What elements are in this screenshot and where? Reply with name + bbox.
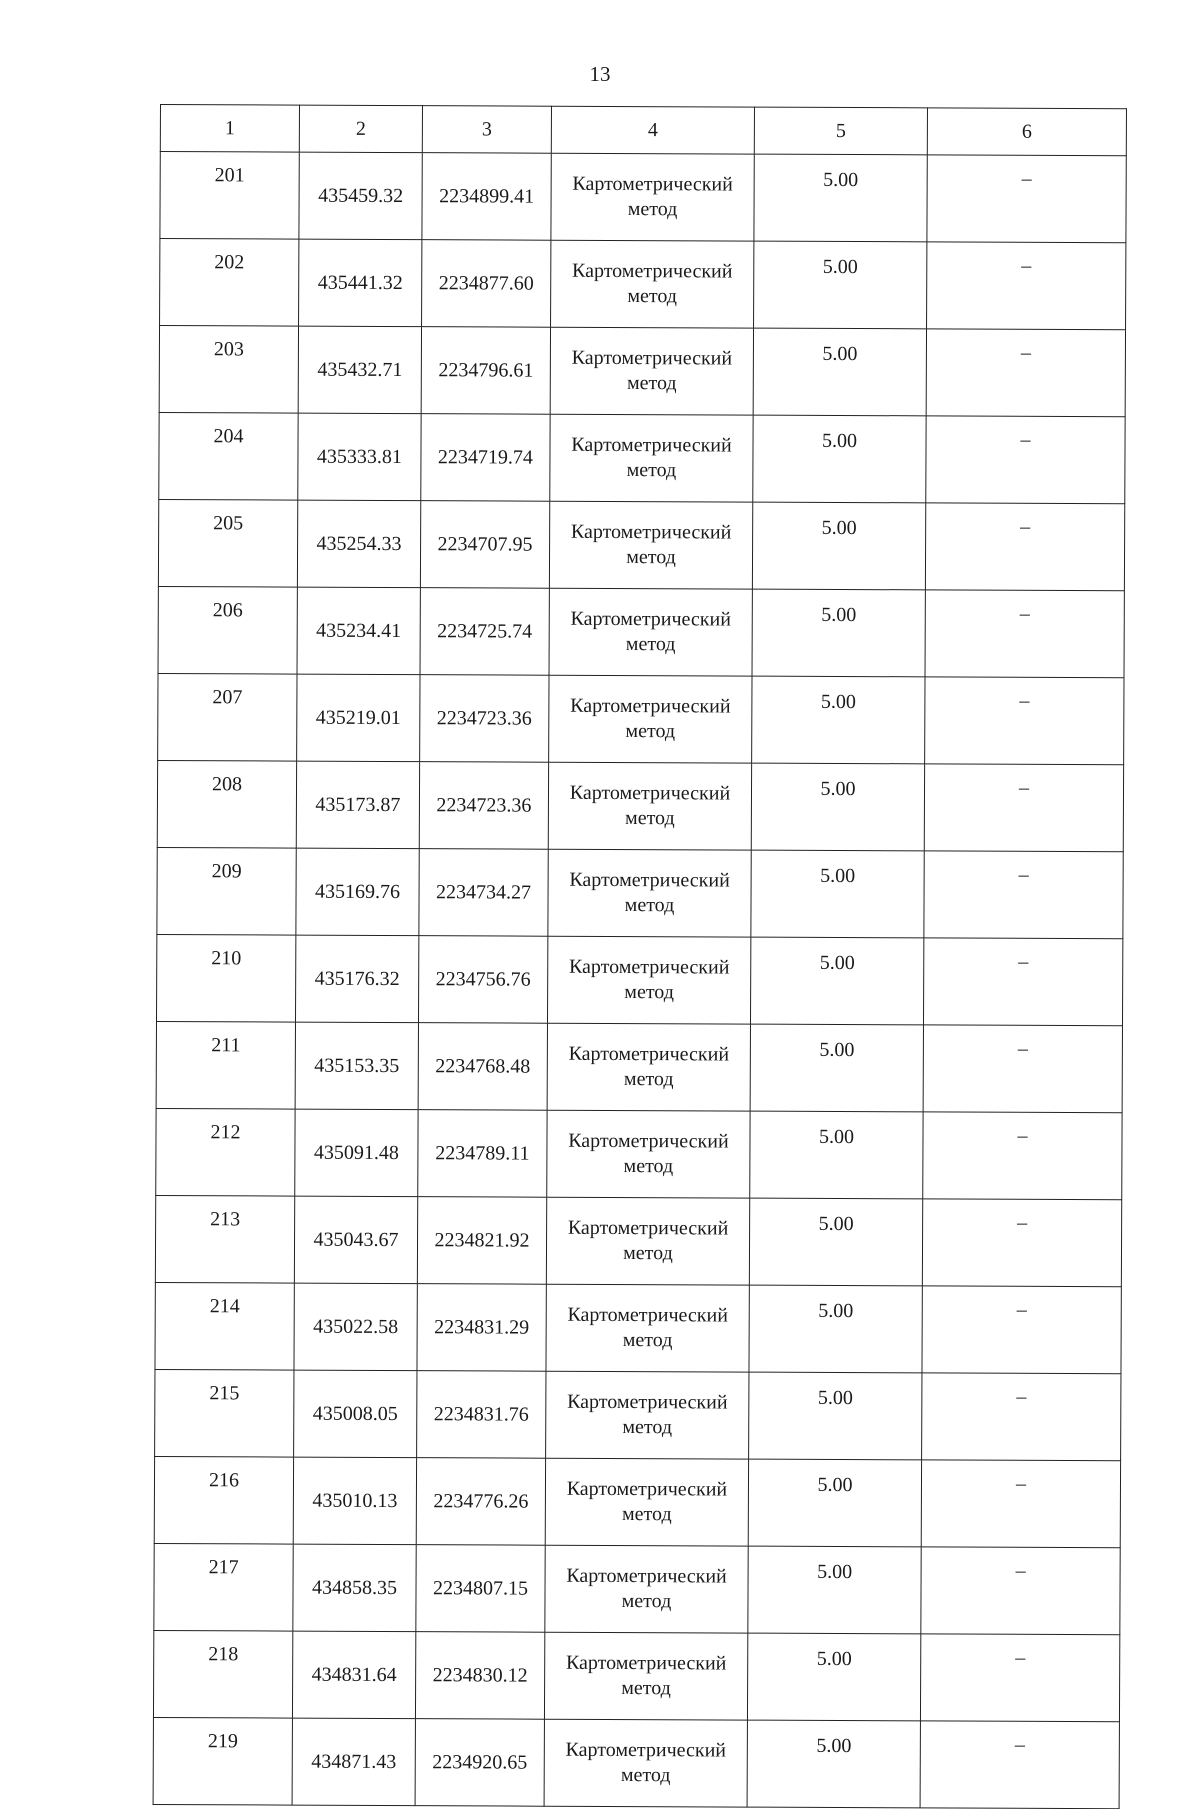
note-cell: –: [927, 242, 1126, 330]
table-row: [154, 1456, 1120, 1547]
y-coordinate-cell: 2234877.60: [422, 240, 551, 328]
x-coordinate-cell: 435010.13: [293, 1457, 416, 1545]
method-cell: [546, 1197, 749, 1285]
accuracy-cell: 5.00: [750, 937, 923, 1025]
column-header-4: 4: [551, 106, 754, 154]
point-number-cell: 218: [153, 1630, 292, 1718]
method-cell: [551, 240, 754, 328]
method-cell: [547, 936, 750, 1024]
point-number-cell: 205: [158, 499, 297, 587]
note-cell: –: [925, 590, 1124, 678]
accuracy-cell: 5.00: [754, 154, 927, 242]
method-line-1: Картометрический: [566, 1564, 727, 1588]
method-line-2: метод: [623, 1155, 674, 1178]
method-cell: [550, 414, 753, 502]
method-cell: [544, 1632, 747, 1720]
y-coordinate-cell: 2234831.76: [417, 1371, 546, 1459]
method-line-1: Картометрический: [571, 346, 733, 370]
method-line-1: Картометрический: [567, 1303, 728, 1327]
method-line-1: Картометрический: [566, 1477, 728, 1501]
y-coordinate-cell: 2234734.27: [419, 849, 548, 937]
page-number: 13: [589, 62, 611, 86]
method-line-1: Картометрический: [568, 1042, 730, 1066]
point-number-cell: 219: [153, 1717, 292, 1805]
x-coordinate-cell: 435153.35: [295, 1022, 418, 1110]
accuracy-cell: 5.00: [747, 1720, 920, 1808]
table-row: [155, 1282, 1121, 1373]
y-coordinate-cell: 2234707.95: [420, 501, 549, 589]
point-number-cell: 206: [158, 586, 297, 674]
y-coordinate-cell: 2234756.76: [418, 936, 547, 1024]
note-cell: –: [920, 1634, 1119, 1722]
method-line-2: метод: [623, 1242, 673, 1265]
method-cell: [549, 588, 752, 676]
method-cell: [550, 327, 753, 415]
note-cell: –: [924, 764, 1123, 852]
column-header-5: 5: [754, 107, 927, 155]
method-line-2: метод: [620, 1764, 671, 1787]
method-cell: [545, 1458, 748, 1546]
point-number-cell: 203: [159, 326, 298, 414]
table-body: [153, 152, 1126, 1809]
x-coordinate-cell: 435091.48: [295, 1109, 418, 1197]
method-line-2: метод: [626, 546, 676, 569]
accuracy-cell: 5.00: [751, 763, 924, 851]
x-coordinate-cell: 435234.41: [297, 587, 420, 675]
column-header-3: 3: [422, 106, 551, 154]
method-line-2: метод: [625, 633, 676, 656]
x-coordinate-cell: 435043.67: [294, 1196, 417, 1284]
method-cell: [546, 1371, 749, 1459]
y-coordinate-cell: 2234725.74: [420, 588, 549, 676]
x-coordinate-cell: 435173.87: [296, 761, 419, 849]
method-cell: [544, 1719, 747, 1807]
point-number-cell: 201: [160, 152, 299, 240]
method-line-2: метод: [623, 1068, 674, 1091]
column-header-6: 6: [927, 108, 1126, 156]
method-line-1: Картометрический: [569, 868, 730, 892]
coordinates-table: [153, 104, 1127, 1809]
method-cell: [547, 1023, 750, 1111]
table-row: [160, 152, 1126, 243]
method-line-2: метод: [624, 981, 674, 1004]
method-line-1: Картометрический: [565, 1651, 727, 1675]
y-coordinate-cell: 2234719.74: [421, 414, 550, 502]
method-cell: [549, 675, 752, 763]
point-number-cell: 213: [155, 1195, 294, 1283]
x-coordinate-cell: 435008.05: [294, 1370, 417, 1458]
y-coordinate-cell: 2234789.11: [418, 1110, 547, 1198]
method-line-2: метод: [622, 1416, 673, 1439]
y-coordinate-cell: 2234776.26: [416, 1458, 545, 1546]
x-coordinate-cell: 435022.58: [294, 1283, 417, 1371]
accuracy-cell: 5.00: [753, 415, 926, 503]
accuracy-cell: 5.00: [750, 1111, 923, 1199]
table-row: [153, 1630, 1119, 1721]
accuracy-cell: 5.00: [748, 1459, 921, 1547]
note-cell: –: [925, 677, 1124, 765]
table-row: [158, 673, 1124, 764]
method-line-1: Картометрический: [568, 1129, 729, 1153]
method-line-1: Картометрический: [571, 433, 732, 457]
table-row: [156, 1021, 1122, 1112]
x-coordinate-cell: 434871.43: [292, 1718, 415, 1806]
note-cell: –: [926, 329, 1125, 417]
accuracy-cell: 5.00: [754, 241, 927, 329]
table-row: [155, 1369, 1121, 1460]
accuracy-cell: 5.00: [752, 502, 925, 590]
note-cell: –: [920, 1721, 1119, 1809]
y-coordinate-cell: 2234830.12: [415, 1632, 544, 1720]
method-cell: [546, 1284, 749, 1372]
accuracy-cell: 5.00: [749, 1372, 922, 1460]
note-cell: –: [921, 1547, 1120, 1635]
method-line-2: метод: [626, 459, 677, 482]
table-row: [156, 1108, 1122, 1199]
x-coordinate-cell: 435432.71: [298, 326, 421, 414]
accuracy-cell: 5.00: [753, 328, 926, 416]
y-coordinate-cell: 2234899.41: [422, 153, 551, 241]
x-coordinate-cell: 435219.01: [297, 674, 420, 762]
table-row: [155, 1195, 1121, 1286]
point-number-cell: 210: [156, 934, 295, 1022]
note-cell: –: [923, 938, 1122, 1026]
x-coordinate-cell: 435169.76: [296, 848, 419, 936]
table-row: [159, 326, 1125, 417]
y-coordinate-cell: 2234723.36: [419, 762, 548, 850]
y-coordinate-cell: 2234723.36: [420, 675, 549, 763]
point-number-cell: 214: [155, 1282, 294, 1370]
method-line-1: Картометрический: [568, 955, 730, 979]
point-number-cell: 204: [159, 412, 298, 500]
method-line-1: Картометрический: [570, 520, 732, 544]
method-cell: [545, 1545, 748, 1633]
method-line-1: Картометрический: [570, 607, 732, 631]
accuracy-cell: 5.00: [749, 1198, 922, 1286]
table-row: [158, 499, 1124, 590]
method-line-1: Картометрический: [565, 1738, 727, 1762]
table-row: [160, 239, 1126, 330]
method-line-2: метод: [624, 894, 675, 917]
method-line-1: Картометрический: [569, 781, 731, 805]
table-row: [157, 760, 1123, 851]
method-line-1: Картометрический: [572, 172, 733, 196]
note-cell: –: [921, 1460, 1120, 1548]
method-line-2: метод: [621, 1677, 671, 1700]
x-coordinate-cell: 434858.35: [293, 1544, 416, 1632]
point-number-cell: 217: [154, 1543, 293, 1631]
point-number-cell: 212: [156, 1108, 295, 1196]
y-coordinate-cell: 2234768.48: [418, 1023, 547, 1111]
point-number-cell: 209: [157, 847, 296, 935]
column-header-2: 2: [299, 105, 422, 153]
method-cell: [548, 849, 751, 937]
note-cell: –: [922, 1373, 1121, 1461]
note-cell: –: [922, 1286, 1121, 1374]
method-line-1: Картометрический: [567, 1216, 729, 1240]
method-line-2: метод: [627, 285, 678, 308]
note-cell: –: [926, 416, 1125, 504]
method-line-1: Картометрический: [570, 694, 731, 718]
table-row: [158, 586, 1124, 677]
accuracy-cell: 5.00: [752, 676, 925, 764]
header-row: [160, 105, 1126, 156]
point-number-cell: 216: [154, 1456, 293, 1544]
note-cell: –: [923, 1025, 1122, 1113]
point-number-cell: 202: [160, 239, 299, 327]
table-row: [157, 847, 1123, 938]
table-row: [154, 1543, 1120, 1634]
x-coordinate-cell: 435176.32: [295, 935, 418, 1023]
accuracy-cell: 5.00: [750, 1024, 923, 1112]
method-cell: [551, 153, 754, 241]
method-cell: [549, 501, 752, 589]
y-coordinate-cell: 2234821.92: [417, 1197, 546, 1285]
accuracy-cell: 5.00: [749, 1285, 922, 1373]
point-number-cell: 207: [158, 673, 297, 761]
y-coordinate-cell: 2234831.29: [417, 1284, 546, 1372]
note-cell: –: [925, 503, 1124, 591]
point-number-cell: 215: [155, 1369, 294, 1457]
method-line-2: метод: [627, 198, 678, 221]
method-line-2: метод: [621, 1503, 672, 1526]
accuracy-cell: 5.00: [748, 1546, 921, 1634]
y-coordinate-cell: 2234796.61: [421, 327, 550, 415]
accuracy-cell: 5.00: [747, 1633, 920, 1721]
table-row: [156, 934, 1122, 1025]
table-row: [153, 1717, 1119, 1808]
note-cell: –: [924, 851, 1123, 939]
method-line-2: метод: [625, 720, 676, 743]
y-coordinate-cell: 2234807.15: [416, 1545, 545, 1633]
table-row: [159, 412, 1125, 503]
point-number-cell: 211: [156, 1021, 295, 1109]
note-cell: –: [927, 155, 1126, 243]
y-coordinate-cell: 2234920.65: [415, 1719, 544, 1807]
method-line-1: Картометрический: [567, 1390, 728, 1414]
method-cell: [548, 762, 751, 850]
note-cell: –: [922, 1199, 1121, 1287]
x-coordinate-cell: 435441.32: [299, 239, 422, 327]
x-coordinate-cell: 435254.33: [297, 500, 420, 588]
point-number-cell: 208: [157, 760, 296, 848]
x-coordinate-cell: 435333.81: [298, 413, 421, 501]
method-line-2: метод: [621, 1590, 672, 1613]
x-coordinate-cell: 434831.64: [292, 1631, 415, 1719]
method-line-2: метод: [626, 372, 677, 395]
method-line-2: метод: [625, 807, 675, 830]
method-line-2: метод: [622, 1329, 673, 1352]
method-line-1: Картометрический: [571, 259, 733, 283]
note-cell: –: [923, 1112, 1122, 1200]
x-coordinate-cell: 435459.32: [299, 152, 422, 240]
accuracy-cell: 5.00: [751, 850, 924, 938]
column-header-1: 1: [160, 105, 299, 153]
accuracy-cell: 5.00: [752, 589, 925, 677]
method-cell: [547, 1110, 750, 1198]
